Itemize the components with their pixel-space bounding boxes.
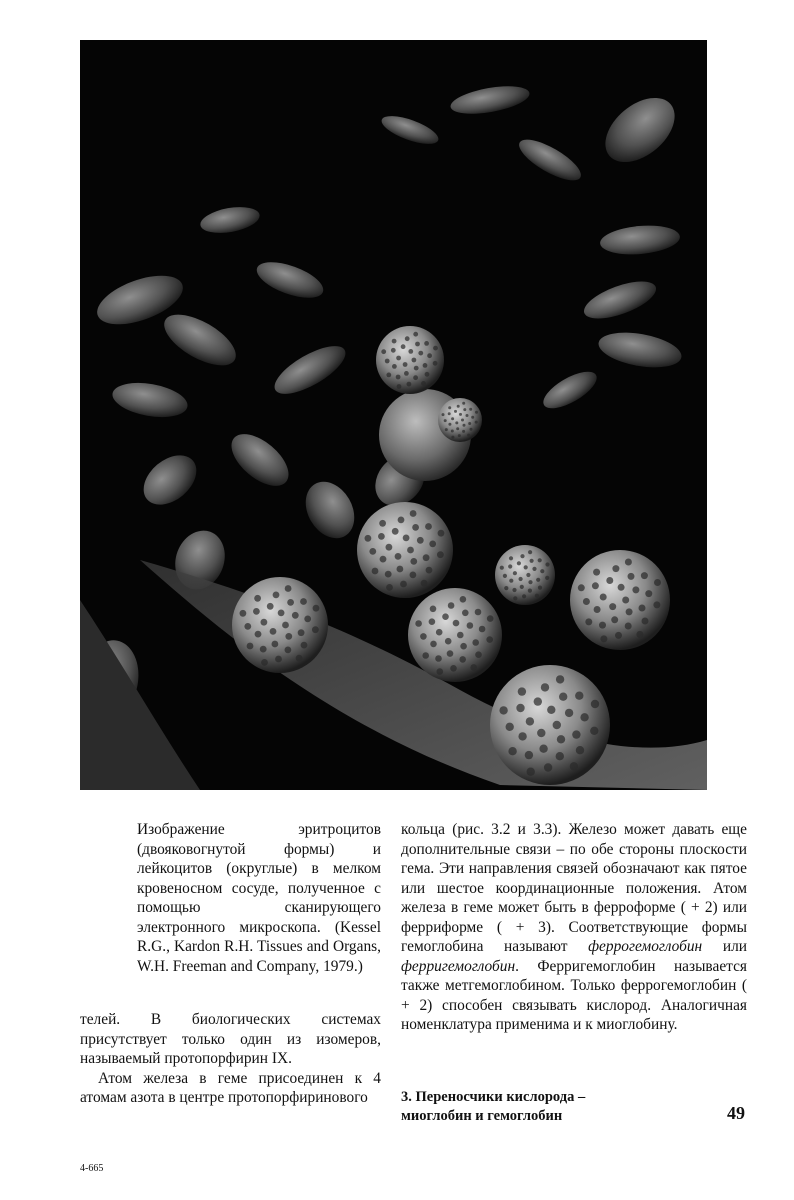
cell-surface-pit	[410, 572, 417, 579]
cell-surface-pit	[460, 643, 467, 650]
cell-surface-pit	[414, 366, 419, 371]
cell-surface-pit	[386, 584, 393, 591]
cell-surface-pit	[400, 581, 407, 588]
cell-surface-pit	[528, 580, 532, 584]
cell-surface-pit	[611, 616, 618, 623]
cell-surface-pit	[301, 642, 308, 649]
cell-surface-pit	[545, 562, 549, 566]
cell-surface-pit	[254, 595, 261, 602]
term-ferrohemoglobin: феррогемоглобин	[588, 938, 703, 955]
cell-surface-pit	[285, 585, 292, 592]
cell-surface-pit	[583, 598, 590, 605]
page-number: 49	[727, 1103, 745, 1123]
cell-surface-pit	[312, 626, 319, 633]
cell-surface-pit	[445, 638, 452, 645]
cell-surface-pit	[504, 586, 508, 590]
cell-surface-pit	[408, 349, 413, 354]
cell-surface-pit	[429, 541, 436, 548]
cell-surface-pit	[282, 622, 289, 629]
cell-surface-pit	[534, 697, 542, 705]
cell-surface-pit	[536, 578, 540, 582]
cell-surface-pit	[415, 620, 422, 627]
cell-surface-pit	[407, 547, 414, 554]
cell-surface-pit	[522, 594, 526, 598]
cell-surface-pit	[405, 336, 410, 341]
cell-surface-pit	[557, 735, 565, 743]
cell-surface-pit	[244, 623, 251, 630]
cell-surface-pit	[632, 586, 639, 593]
cell-surface-pit	[467, 434, 470, 437]
cell-surface-pit	[512, 588, 516, 592]
cell-surface-pit	[448, 406, 451, 409]
cell-surface-pit	[508, 747, 516, 755]
cell-surface-pit	[575, 692, 583, 700]
cell-surface-pit	[275, 656, 282, 663]
cell-surface-pit	[600, 635, 607, 642]
cell-surface-pit	[391, 348, 396, 353]
cell-surface-pit	[503, 574, 507, 578]
cell-surface-pit	[585, 618, 592, 625]
cell-surface-pit	[456, 427, 459, 430]
cell-surface-pit	[448, 412, 451, 415]
cell-surface-pit	[570, 762, 578, 770]
cell-surface-pit	[469, 408, 472, 411]
cell-surface-pit	[626, 608, 633, 615]
cell-surface-pit	[396, 356, 401, 361]
cell-surface-pit	[472, 639, 479, 646]
cell-surface-pit	[423, 363, 428, 368]
cell-surface-pit	[451, 417, 454, 420]
cell-surface-pit	[553, 721, 561, 729]
cell-surface-pit	[645, 590, 652, 597]
right-column	[401, 820, 747, 1035]
cell-surface-pit	[526, 573, 530, 577]
cell-surface-pit	[420, 633, 427, 640]
term-ferrihemoglobin: ферригемоглобин	[401, 957, 516, 975]
micrograph-photo	[80, 40, 707, 790]
cell-surface-pit	[499, 706, 507, 714]
cell-surface-pit	[240, 610, 247, 617]
electron-micrograph-blood-cells-icon	[80, 40, 707, 790]
cell-surface-pit	[429, 618, 436, 625]
cell-surface-pit	[457, 632, 464, 639]
cell-surface-pit	[313, 605, 320, 612]
cell-surface-pit	[395, 553, 402, 560]
cell-surface-pit	[513, 571, 517, 575]
cell-surface-pit	[421, 381, 426, 386]
cell-surface-pit	[475, 411, 478, 414]
cell-surface-pit	[253, 608, 260, 615]
cell-surface-pit	[540, 569, 544, 573]
cell-surface-pit	[398, 517, 405, 524]
cell-surface-pit	[461, 419, 464, 422]
cell-surface-pit	[379, 520, 386, 527]
cell-surface-pit	[506, 723, 514, 731]
left-continuation-paragraph: телей. В биологических системах присутствует только один из изомеров, называемый протопорфирин IX.	[80, 1011, 381, 1067]
cell-surface-pit	[653, 601, 660, 608]
right-text-part2: . Ферригемоглобин называется также метгемоглобином. Только феррогемоглобин ( + 2) способен связывать кислород. Аналогичная номенклатура применима и к миоглобину.	[401, 957, 747, 1033]
cell-surface-pit	[541, 683, 549, 691]
cell-surface-pit	[593, 569, 600, 576]
cell-surface-pit	[594, 606, 601, 613]
cell-surface-pit	[455, 421, 458, 424]
cell-surface-pit	[516, 704, 524, 712]
cell-surface-pit	[300, 598, 307, 605]
cell-surface-pit	[462, 402, 465, 405]
section-heading	[401, 1088, 661, 1126]
cell-surface-pit	[450, 665, 457, 672]
cell-surface-pit	[397, 566, 404, 573]
cell-surface-pit	[462, 610, 469, 617]
cell-surface-pit	[410, 558, 417, 565]
cell-surface-pit	[451, 430, 454, 433]
cell-surface-pit	[447, 650, 454, 657]
cell-surface-pit	[559, 693, 567, 701]
cell-surface-pit	[609, 603, 616, 610]
cell-surface-pit	[625, 623, 632, 630]
cell-surface-pit	[592, 582, 599, 589]
cell-surface-pit	[413, 375, 418, 380]
cell-surface-pit	[565, 709, 573, 717]
footer-code: 4-665	[80, 1163, 104, 1174]
cell-surface-pit	[538, 558, 542, 562]
cell-surface-pit	[380, 556, 387, 563]
cell-surface-pit	[397, 384, 402, 389]
cell-surface-pit	[436, 629, 443, 636]
cell-surface-pit	[430, 606, 437, 613]
cell-surface-pit	[625, 559, 632, 566]
cell-surface-pit	[459, 413, 462, 416]
cell-surface-pit	[642, 618, 649, 625]
cell-surface-pit	[628, 573, 635, 580]
cell-surface-pit	[470, 664, 477, 671]
cell-surface-pit	[537, 729, 545, 737]
cell-surface-pit	[475, 421, 478, 424]
cell-surface-pit	[600, 594, 607, 601]
cell-surface-pit	[612, 565, 619, 572]
cell-surface-pit	[453, 620, 460, 627]
cell-surface-pit	[509, 556, 513, 560]
cell-surface-pit	[442, 613, 449, 620]
cell-surface-pit	[442, 413, 445, 416]
cell-surface-pit	[422, 652, 429, 659]
cell-surface-pit	[500, 566, 504, 570]
cell-surface-pit	[423, 554, 430, 561]
cell-surface-pit	[467, 622, 474, 629]
cell-surface-pit	[454, 410, 457, 413]
cell-surface-pit	[385, 359, 390, 364]
cell-surface-pit	[403, 362, 408, 367]
cell-surface-pit	[444, 419, 447, 422]
cell-surface-pit	[445, 428, 448, 431]
cell-surface-pit	[547, 706, 555, 714]
cell-surface-pit	[287, 599, 294, 606]
cell-surface-pit	[462, 430, 465, 433]
cell-surface-pit	[378, 533, 385, 540]
cell-surface-pit	[606, 577, 613, 584]
cell-surface-pit	[285, 633, 292, 640]
cell-surface-pit	[475, 651, 482, 658]
cell-surface-pit	[424, 341, 429, 346]
cell-surface-pit	[538, 586, 542, 590]
cell-surface-pit	[618, 584, 625, 591]
cell-surface-pit	[528, 550, 532, 554]
cell-surface-pit	[392, 528, 399, 535]
cell-surface-pit	[427, 353, 432, 358]
cell-surface-pit	[247, 643, 254, 650]
cell-surface-pit	[636, 631, 643, 638]
cell-surface-pit	[448, 423, 451, 426]
cell-surface-pit	[556, 675, 564, 683]
cell-surface-pit	[407, 382, 412, 387]
cell-surface-pit	[381, 349, 386, 354]
cell-surface-pit	[396, 375, 401, 380]
cell-surface-pit	[622, 597, 629, 604]
cell-surface-pit	[437, 551, 444, 558]
cell-surface-pit	[527, 768, 535, 776]
cell-surface-pit	[457, 405, 460, 408]
cell-surface-pit	[471, 416, 474, 419]
cell-surface-pit	[466, 414, 469, 417]
cell-surface-pit	[386, 544, 393, 551]
left-paragraph: Атом железа в геме присоединен к 4 атомам азота в центре протопорфиринового	[80, 1069, 381, 1106]
cell-surface-pit	[433, 361, 438, 366]
cell-surface-pit	[365, 535, 372, 542]
cell-surface-pit	[451, 436, 454, 439]
cell-surface-pit	[654, 579, 661, 586]
figure-caption: Изображение эритроцитов (двояковогнутой формы) и лейкоцитов (округлые) в мелком кровеносном сосуде, полученное с помощью сканирующего электронного микроскопа. (Kessel R.G., Kardon R.H. Tissues and Organs, W.H. Freeman and Company, 1979.)	[137, 821, 381, 975]
cell-surface-pit	[438, 530, 445, 537]
cell-surface-pit	[468, 422, 471, 425]
cell-surface-pit	[544, 763, 552, 771]
cell-surface-pit	[261, 619, 268, 626]
cell-surface-pit	[599, 622, 606, 629]
cell-surface-pit	[304, 616, 311, 623]
cell-surface-pit	[421, 580, 428, 587]
cell-surface-pit	[278, 610, 285, 617]
cell-surface-pit	[530, 559, 534, 563]
cell-surface-pit	[296, 655, 303, 662]
cell-surface-pit	[458, 434, 461, 437]
cell-surface-pit	[615, 632, 622, 639]
cell-surface-pit	[475, 609, 482, 616]
cell-surface-pit	[292, 612, 299, 619]
cell-surface-pit	[425, 523, 432, 530]
cell-surface-pit	[517, 561, 521, 565]
cell-surface-pit	[525, 751, 533, 759]
cell-surface-pit	[470, 428, 473, 431]
section-heading-line1: 3. Переносчики кислорода –	[401, 1089, 586, 1105]
cell-surface-pit	[572, 730, 580, 738]
cell-surface-pit	[273, 592, 280, 599]
cell-surface-pit	[580, 713, 588, 721]
cell-surface-pit	[392, 339, 397, 344]
cell-surface-pit	[463, 408, 466, 411]
section-heading-line2: миоглобин и гемоглобин	[401, 1108, 563, 1124]
cell-surface-pit	[401, 344, 406, 349]
connector-or: или	[702, 938, 747, 955]
cell-surface-pit	[460, 596, 467, 603]
left-column	[80, 1010, 381, 1108]
cell-surface-pit	[403, 535, 410, 542]
cell-surface-pit	[508, 564, 512, 568]
cell-surface-pit	[270, 628, 277, 635]
right-paragraph	[401, 820, 747, 1035]
cell-surface-pit	[524, 565, 528, 569]
cell-surface-pit	[272, 641, 279, 648]
cell-surface-pit	[392, 364, 397, 369]
cell-surface-pit	[590, 727, 598, 735]
cell-surface-pit	[412, 358, 417, 363]
cell-surface-pit	[479, 626, 486, 633]
cell-surface-pit	[267, 603, 274, 610]
cell-surface-pit	[404, 371, 409, 376]
cell-surface-pit	[576, 746, 584, 754]
cell-surface-pit	[520, 554, 524, 558]
cell-surface-pit	[385, 571, 392, 578]
cell-surface-pit	[556, 752, 564, 760]
cell-surface-pit	[526, 717, 534, 725]
cell-surface-pit	[641, 572, 648, 579]
cell-surface-pit	[539, 745, 547, 753]
cell-surface-pit	[415, 342, 420, 347]
cell-surface-pit	[433, 346, 438, 351]
cell-surface-pit	[591, 700, 599, 708]
cell-surface-pit	[418, 351, 423, 356]
cell-surface-pit	[425, 372, 430, 377]
right-text-part1: кольца (рис. 3.2 и 3.3). Железо может давать еще дополнительные связи – по обе стороны плоскости гема. Эти направления связей обозначают как пятое или шестое координационные положения. Атом железа в геме может быть в ферроформе ( + 2) или ферриформе ( + 3). Соответствующие формы гемоглобина называют	[401, 821, 747, 955]
cell-surface-pit	[260, 646, 267, 653]
cell-surface-pit	[509, 579, 513, 583]
cell-surface-pit	[369, 548, 376, 555]
cell-surface-pit	[639, 605, 646, 612]
cell-surface-pit	[528, 589, 532, 593]
cell-surface-pit	[261, 659, 268, 666]
cell-surface-pit	[532, 567, 536, 571]
cell-surface-pit	[513, 596, 517, 600]
cell-surface-pit	[255, 631, 262, 638]
cell-surface-pit	[372, 568, 379, 575]
cell-surface-pit	[437, 668, 444, 675]
cell-surface-pit	[410, 510, 417, 517]
cell-surface-pit	[518, 687, 526, 695]
cell-surface-pit	[486, 636, 493, 643]
cell-surface-pit	[285, 647, 292, 654]
cell-surface-pit	[520, 585, 524, 589]
cell-surface-pit	[426, 567, 433, 574]
cell-surface-pit	[435, 655, 442, 662]
cell-surface-pit	[487, 615, 494, 622]
cell-surface-pit	[448, 602, 455, 609]
cell-surface-pit	[578, 584, 585, 591]
cell-surface-pit	[412, 524, 419, 531]
cell-surface-pit	[417, 537, 424, 544]
cell-surface-pit	[459, 656, 466, 663]
cell-surface-pit	[430, 641, 437, 648]
cell-surface-pit	[413, 332, 418, 337]
cell-surface-pit	[518, 732, 526, 740]
cell-surface-pit	[545, 576, 549, 580]
cell-surface-pit	[298, 629, 305, 636]
cell-surface-pit	[386, 373, 391, 378]
cell-surface-pit	[463, 424, 466, 427]
cell-surface-pit	[535, 594, 539, 598]
cell-surface-pit	[519, 577, 523, 581]
